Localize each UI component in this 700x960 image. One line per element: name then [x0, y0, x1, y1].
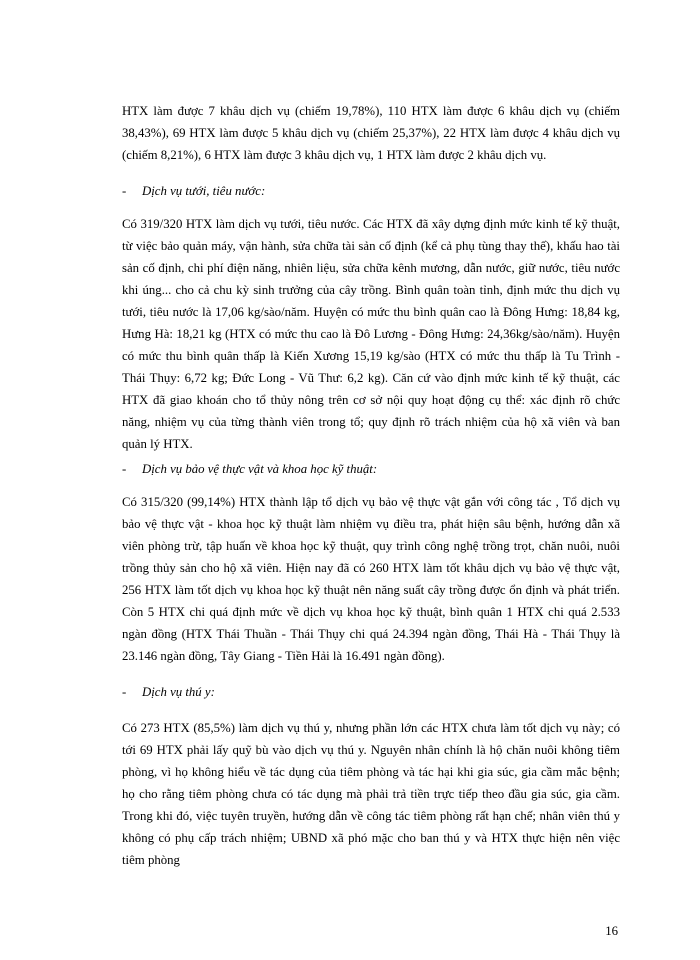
heading-text: Dịch vụ thú y: — [142, 685, 215, 699]
section-heading-plant-protection — [122, 458, 620, 480]
page-number: 16 — [605, 924, 618, 938]
veterinary-paragraph: Có 273 HTX (85,5%) làm dịch vụ thú y, nhưng phần lớn các HTX chưa làm tốt dịch vụ này; có tới 69 HTX phải lấy quỹ bù vào dịch vụ thú y. Nguyên nhân chính là hộ chăn nuôi không tiêm phòng, vì họ không hiểu về tác dụng của tiêm phòng và tác hại khi gia súc, gia cầm mắc bệnh; họ cho rằng tiêm phòng chưa có tác dụng mà phải trả tiền trực tiếp theo đầu gia súc, gia cầm. Trong khi đó, việc tuyên truyền, hướng dẫn về công tác tiêm phòng rất hạn chế; nhân viên thú y không có phụ cấp trách nhiệm; UBND xã phó mặc cho ban thú y và HTX thực hiện nên việc tiêm phòng — [122, 721, 620, 867]
irrigation-paragraph: Có 319/320 HTX làm dịch vụ tưới, tiêu nước. Các HTX đã xây dựng định mức kinh tế kỹ thuật, từ việc bảo quản máy, vận hành, sửa chữa tài sản cố định (kể cả phụ tùng thay thế), khấu hao tài sản cố định, chi phí điện năng, nhiên liệu, sửa chữa kênh mương, dẫn nước, giữ nước, tiêu nước khi úng... cho cả chu kỳ sinh trưởng của cây trồng. Bình quân toàn tỉnh, định mức thu dịch vụ tưới, tiêu nước là 17,06 kg/sào/năm. Huyện có mức thu bình quân cao là Đông Hưng: 18,84 kg, Hưng Hà: 18,21 kg (HTX có mức thu cao là Đô Lương - Đông Hưng: 24,36kg/sào/năm). Huyện có mức thu bình quân thấp là Kiến Xương 15,19 kg/sào (HTX có mức thu thấp là Tu Trình - Thái Thụy: 6,72 kg; Đức Long - Vũ Thư: 6,2 kg). Căn cứ vào định mức kinh tế kỹ thuật, các HTX đã giao khoán cho tổ thủy nông trên cơ sở nội quy hoạt động cụ thể: xác định rõ chức năng, nhiệm vụ của từng thành viên trong tổ; quy định rõ trách nhiệm của hộ xã viên và ban quản lý HTX. — [122, 217, 620, 451]
bullet-dash: - — [122, 462, 127, 476]
plant-protection-paragraph: Có 315/320 (99,14%) HTX thành lập tổ dịch vụ bảo vệ thực vật gắn với công tác , Tổ dịch vụ bảo vệ thực vật - khoa học kỹ thuật làm nhiệm vụ điều tra, phát hiện sâu bệnh, hướng dẫn xã viên phòng trừ, tập huấn về khoa học kỹ thuật, quy trình công nghệ trồng trọt, chăn nuôi, nuôi trồng thủy sản cho hộ xã viên. Hiện nay đã có 260 HTX làm tốt khâu dịch vụ bảo vệ thực vật, 256 HTX làm tốt dịch vụ khoa học kỹ thuật nên năng suất cây trồng được ổn định và phát triển. Còn 5 HTX chi quá định mức về dịch vụ khoa học kỹ thuật, bình quân 1 HTX chi quá 2.533 ngàn đồng (HTX Thái Thuần - Thái Thụy chi quá 24.394 ngàn đồng, Thái Hà - Thái Thụy là 23.146 ngàn đồng, Tây Giang - Tiền Hải là 16.491 ngàn đồng). — [122, 495, 620, 663]
bullet-dash: - — [122, 184, 127, 198]
section-heading-veterinary — [122, 681, 620, 703]
section-heading-irrigation — [122, 180, 620, 202]
heading-text: Dịch vụ bảo vệ thực vật và khoa học kỹ thuật: — [142, 462, 378, 476]
intro-paragraph: HTX làm được 7 khâu dịch vụ (chiếm 19,78%), 110 HTX làm được 6 khâu dịch vụ (chiếm 38,43%), 69 HTX làm được 5 khâu dịch vụ (chiếm 25,37%), 22 HTX làm được 4 khâu dịch vụ (chiếm 8,21%), 6 HTX làm được 3 khâu dịch vụ, 1 HTX làm được 2 khâu dịch vụ. — [122, 104, 620, 162]
bullet-dash: - — [122, 685, 127, 699]
heading-text: Dịch vụ tưới, tiêu nước: — [142, 184, 266, 198]
document-body — [122, 100, 620, 871]
